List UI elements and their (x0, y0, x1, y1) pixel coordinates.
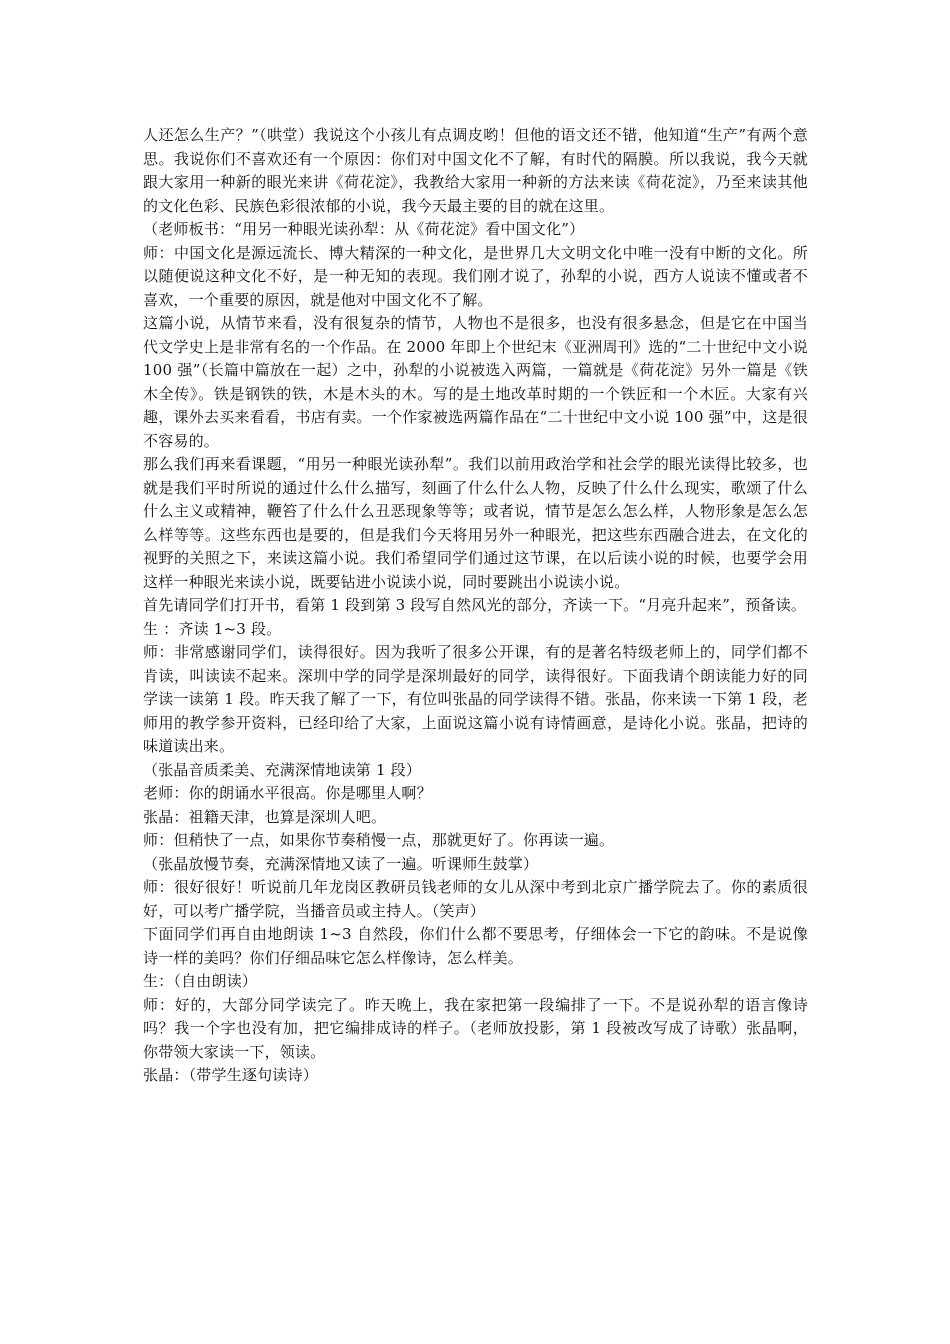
paragraph: 下面同学们再自由地朗读 1~3 自然段，你们什么都不要思考，仔细体会一下它的韵味。不是说像诗一样的美吗？你们仔细品味它怎么样像诗，怎么样美。 (143, 925, 808, 967)
paragraph: 生 ：齐读 1~3 段。 (143, 619, 282, 638)
paragraph: 那么我们再来看课题，“用另一种眼光读孙犁”。我们以前用政治学和社会学的眼光读得比较多，也就是我们平时所说的通过什么什么描写，刻画了什么什么人物，反映了什么什么现实，歌颂了什么什么主义或精神，鞭笞了什么什么丑恶现象等等；或者说，情节是怎么怎么样，人物形象是怎么怎么样等等。这些东西也是要的，但是我们今天将用另外一种眼光，把这些东西融合进去，在文化的视野的关照之下，来读这篇小说。我们希望同学们通过这节课，在以后读小说的时候，也要学会用这样一种眼光来读小说，既要钻进小说读小说，同时要跳出小说读小说。 (143, 455, 808, 591)
document-body (143, 124, 808, 1088)
paragraph: 老师：你的朗诵水平很高。你是哪里人啊？ (143, 784, 432, 802)
paragraph: 师：好的，大部分同学读完了。昨天晚上，我在家把第一段编排了一下。不是说孙犁的语言像诗吗？我一个字也没有加，把它编排成诗的样子。（老师放投影，第 1 段被改写成了诗歌）张晶啊，你带领大家读一下，领读。 (143, 995, 808, 1061)
paragraph: 张晶：祖籍天津，也算是深圳人吧。 (143, 807, 387, 826)
paragraph: 生：（自由朗读） (143, 972, 258, 990)
paragraph: 师：很好很好！听说前几年龙岗区教研员钱老师的女儿从深中考到北京广播学院去了。你的素质很好，可以考广播学院，当播音员或主持人。（笑声） (143, 878, 808, 920)
paragraph: 师：中国文化是源远流长、博大精深的一种文化，是世界几大文明文化中唯一没有中断的文化。所以随便说这种文化不好，是一种无知的表现。我们刚才说了，孙犁的小说，西方人说读不懂或者不喜欢，一个重要的原因，就是他对中国文化不了解。 (143, 243, 808, 309)
paragraph: 师：但稍快了一点，如果你节奏稍慢一点，那就更好了。你再读一遍。 (143, 831, 615, 849)
paragraph: 这篇小说，从情节来看，没有很复杂的情节，人物也不是很多，也没有很多悬念，但是它在中国当代文学史上是非常有名的一个作品。在 2000 年即上个世纪末《亚洲周刊》选的“二十世纪中文小说 100 强”（长篇中篇放在一起）之中，孙犁的小说被选入两篇，一篇就是《荷花淀》另外一篇是《铁木全传》。铁是钢铁的铁，木是木头的木。写的是土地改革时期的一个铁匠和一个木匠。大家有兴趣，课外去买来看看，书店有卖。一个作家被选两篇作品在“二十世纪中文小说 100 强”中，这是很不容易的。 (143, 314, 808, 450)
paragraph: 人还怎么生产？”（哄堂）我说这个小孩儿有点调皮哟！但他的语文还不错，他知道“生产”有两个意思。我说你们不喜欢还有一个原因：你们对中国文化不了解，有时代的隔膜。所以我说，我今天就跟大家用一种新的眼光来讲《荷花淀》，我教给大家用一种新的方法来读《荷花淀》，乃至来读其他的文化色彩、民族色彩很浓郁的小说，我今天最主要的目的就在这里。 (143, 126, 808, 215)
paragraph: （张晶放慢节奏，充满深情地又读了一遍。听课师生鼓掌） (143, 854, 539, 873)
paragraph: （张晶音质柔美、充满深情地读第 1 段） (143, 760, 422, 779)
paragraph: （老师板书：“用另一种眼光读孙犁：从《荷花淀》看中国文化”） (143, 220, 585, 238)
paragraph: 张晶：（带学生逐句读诗） (143, 1066, 318, 1084)
paragraph: 师：非常感谢同学们，读得很好。因为我听了很多公开课，有的是著名特级老师上的，同学们都不肯读，叫读读不起来。深圳中学的同学是深圳最好的同学，读得很好。下面我请个朗读能力好的同学读一读第 1 段。昨天我了解了一下，有位叫张晶的同学读得不错。张晶，你来读一下第 1 段，老师用的教学参开资料，已经印给了大家，上面说这篇小说有诗情画意，是诗化小说。张晶，把诗的味道读出来。 (143, 643, 808, 755)
paragraph: 首先请同学们打开书，看第 1 段到第 3 段写自然风光的部分，齐读一下。“月亮升起来”，预备读。 (143, 596, 807, 614)
